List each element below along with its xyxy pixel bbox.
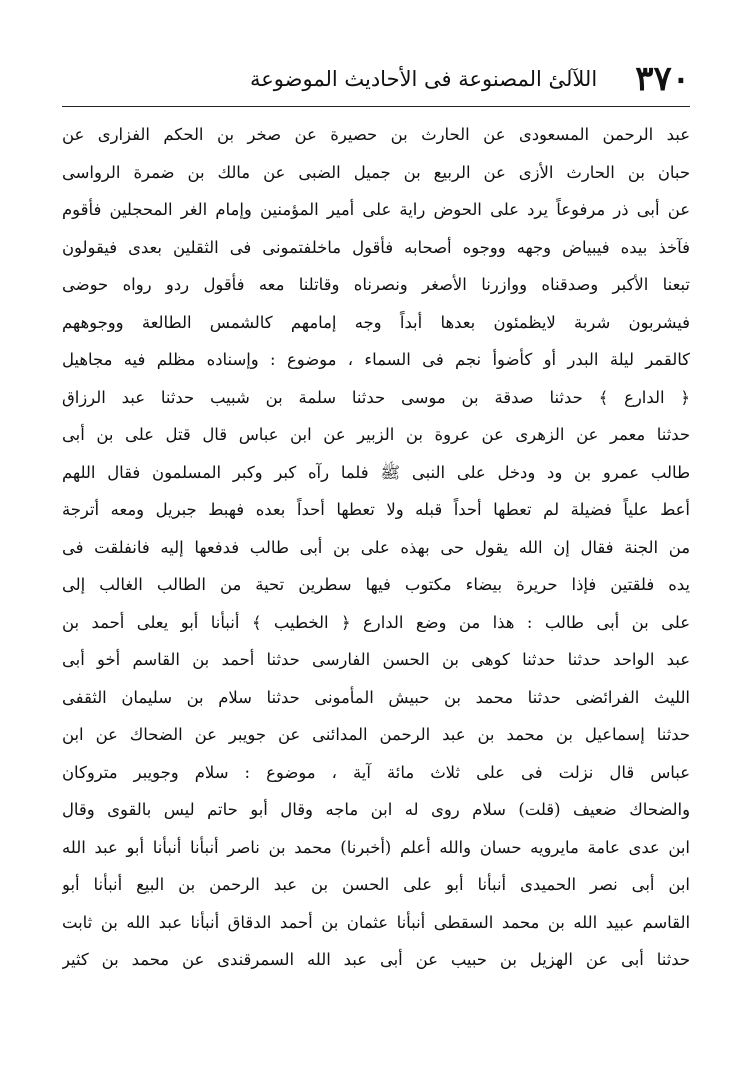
text-line: حدثنا إسماعيل بن محمد بن عبد الرحمن المدائنى عن جويبر عن الضحاك عن ابن (62, 725, 690, 744)
text-line: عبد الرحمن المسعودى عن الحارث بن حصيرة عن صخر بن الحكم الفزارى عن (62, 125, 690, 144)
text-line: القاسم عبيد الله بن محمد السقطى أنبأنا عثمان بن أحمد الدقاق أنبأنا عبد الله بن ثابت (62, 912, 690, 932)
text-line: فآخذ بيده فيبياض وجهه ووجوه أصحابه فأقول ماخلفتمونى فى الثقلين بعدى فيقولون (62, 237, 690, 257)
text-line: حدثنا معمر عن الزهرى عن عروة بن الزبير عن ابن عباس قال قتل على بن أبى (62, 425, 690, 444)
text-line: حبان بن الحارث الأزى عن الربيع بن جميل الضبى عن مالك بن ضمرة الرواسى (62, 162, 690, 182)
text-line: كالقمر ليلة البدر أو كأضوأ نجم فى السماء ، موضوع : وإسناده مظلم فيه مجاهيل (62, 350, 690, 369)
text-line: من الجنة فقال إن الله يقول حى بهذه على بن أبى طالب فدفعها إليه فانفلقت فى (62, 537, 690, 557)
body-text (62, 116, 690, 979)
text-line: عن أبى ذر مرفوعاً يرد على الحوض راية على أمير المؤمنين وإمام الغر المحجلين فأقوم (62, 200, 690, 219)
header-rule (62, 106, 690, 107)
text-line: ﴿ الدارع ﴾ حدثنا صدقة بن موسى حدثنا سلمة بن شبيب حدثنا عبد الرزاق (62, 387, 690, 407)
text-line: يده فلقتين فإذا حريرة بيضاء مكتوب فيها سطرين تحية من الطالب الغالب إلى (62, 575, 690, 594)
text-line: الليث الفرائضى حدثنا محمد بن حبيش المأمونى حدثنا سلام بن سليمان الثقفى (62, 687, 690, 707)
running-title: اللآلئ المصنوعة فى الأحاديث الموضوعة (250, 67, 598, 91)
text-line: طالب عمرو بن ود ودخل على النبى ﷺ فلما رآه كبر وكبر المسلمون فقال اللهم (62, 462, 690, 482)
text-line: والضحاك ضعيف (قلت) سلام روى له ابن ماجه وقال أبو حاتم ليس بالقوى وقال (62, 800, 690, 819)
text-line: ابن عدى عامة مايرويه حسان والله أعلم (أخبرنا) محمد بن ناصر أنبأنا أنبأنا أبو عبد الله (62, 837, 690, 857)
text-line: عبد الواحد حدثنا حدثنا كوهى بن الحسن الفارسى حدثنا أحمد بن القاسم أخو أبى (62, 650, 690, 669)
text-line: أعط علياً فضيلة لم تعطها أحداً قبله ولا تعطها أحداً بعده فهبط جبريل ومعه أترجة (62, 500, 690, 519)
page-header (250, 56, 690, 102)
page-number: ٣٧٠ (635, 59, 690, 99)
text-line: فيشربون شربة لايظمئون بعدها أبداً وجه إمامهم كالشمس الطالعة ووجوههم (62, 312, 690, 332)
text-line: ابن أبى نصر الحميدى أنبأنا أبو على الحسن بن عبد الرحمن بن البيع أنبأنا أبو (62, 875, 690, 894)
text-line: تبعنا الأكبر وصدقناه ووازرنا الأصغر ونصرناه وقاتلنا معه فأقول ردو رواه حوضى (62, 275, 690, 294)
text-line: عباس قال نزلت فى على ثلاث مائة آية ، موضوع : سلام وجويبر متروكان (62, 762, 690, 782)
text-line: حدثنا أبى عن الهزيل بن حبيب عن أبى عبد الله السمرقندى عن محمد بن كثير (62, 950, 690, 969)
text-line: على بن أبى طالب : هذا من وضع الدارع ﴿ الخطيب ﴾ أنبأنا أبو يعلى أحمد بن (62, 612, 690, 632)
